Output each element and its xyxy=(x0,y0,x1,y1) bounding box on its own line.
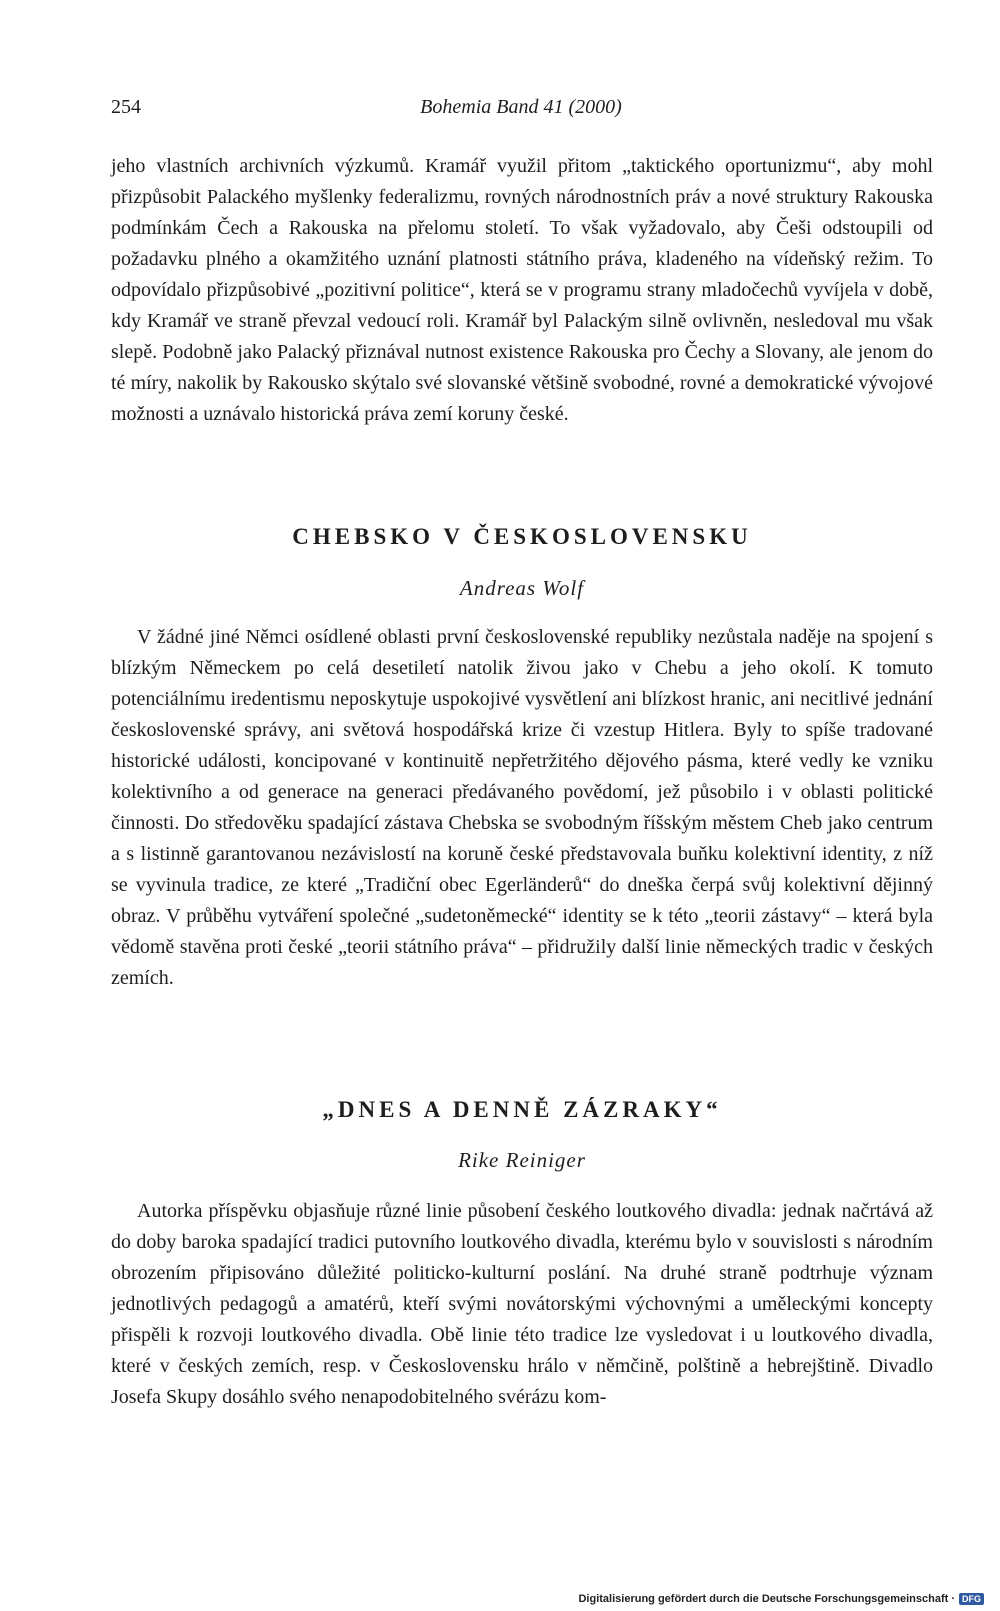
section-author-reiniger: Rike Reiniger xyxy=(458,1148,586,1172)
digitization-footer xyxy=(578,1593,984,1605)
dfg-logo: DFG xyxy=(959,1593,984,1605)
page-number: 254 xyxy=(111,96,141,118)
section-text-chebsko: V žádné jiné Němci osídlené oblasti první československé republiky nezůstala naděje na spojení s blízkým Německem po celá desetiletí natolik živou jako v Chebu a jeho okolí. K tomuto potenciálnímu iredentismu neposkytuje uspokojivé vysvětlení ani blízkost hranic, ani necitlivé jednání československé správy, ani světová hospodářská krize či vzestup Hitlera. Byly to spíše tradované historické události, koncipované v kontinuitě nepřetržitého dějového pásma, které vedly ke vzniku kolektivního a od generace na generaci předávaného povědomí, jež působilo i v oblasti politické činnosti. Do středověku spadající zástava Chebska se svobodným říšským městem Cheb jako centrum a s listinně garantovanou nezávislostí na koruně české představovala buňku kolektivní identity, z níž se vyvinula tradice, ze které „Tradiční obec Egerländerů“ do dneška čerpá svůj kolektivní dějinný obraz. V průběhu vytváření společné „sudetoněmecké“ identity se k této „teorii zástavy“ – která byla vědomě stavěna proti české „teorii státního práva“ – přidružily další linie německých tradic v českých zemích. xyxy=(111,626,933,989)
section-author-wolf: Andreas Wolf xyxy=(459,576,585,600)
section-title-chebsko: CHEBSKO V ČESKOSLOVENSKU xyxy=(292,524,752,549)
footer-text: Digitalisierung gefördert durch die Deutsche Forschungsgemeinschaft · xyxy=(578,1593,955,1605)
section-title-dnes-a-denne: „DNES A DENNĚ ZÁZRAKY“ xyxy=(322,1097,722,1122)
section-text-dnes-a-denne: Autorka příspěvku objasňuje různé linie působení českého loutkového divadla: jednak načrtává až do doby baroka spadající tradici putovního loutkového divadla, kterému bylo v souvislosti s národním obrozením připisováno důležité politicko-kulturní poslání. Na druhé straně podtrhuje význam jednotlivých pedagogů a amatérů, kteří svými novátorskými výchovnými a uměleckými koncepty přispěli k rozvoji loutkového divadla. Obě linie této tradice lze vysledovat i u loutkového divadla, které v českých zemích, resp. v Československu hrálo v němčině, polštině a hebrejštině. Divadlo Josefa Skupy dosáhlo svého nenapodobitelného svérázu kom- xyxy=(111,1200,933,1408)
running-head xyxy=(111,96,931,126)
intro-paragraph: jeho vlastních archivních výzkumů. Kramář využil přitom „taktického oportunizmu“, aby mohl přizpůsobit Palackého myšlenky federalizmu, rovných národnostních práv a nové struktury Rakouska podmínkám Čech a Rakouska na přelomu století. To však vyžadovalo, aby Češi odstoupili od požadavku plného a okamžitého uznání platnosti státního práva, kladeného na vídeňský režim. To odpovídalo přizpůsobivé „pozitivní politice“, která se v programu strany mladočechů vyvíjela v době, kdy Kramář ve straně převzal vedoucí roli. Kramář byl Palackým silně ovlivněn, nesledoval mu však slepě. Podobně jako Palacký přiznával nutnost existence Rakouska pro Čechy a Slovany, ale jenom do té míry, nakolik by Rakousko skýtalo své slovanské většině svobodné, rovné a demokratické vývojové možnosti a uznávalo historická práva zemí koruny české. xyxy=(111,155,933,425)
journal-title: Bohemia Band 41 (2000) xyxy=(420,96,622,118)
